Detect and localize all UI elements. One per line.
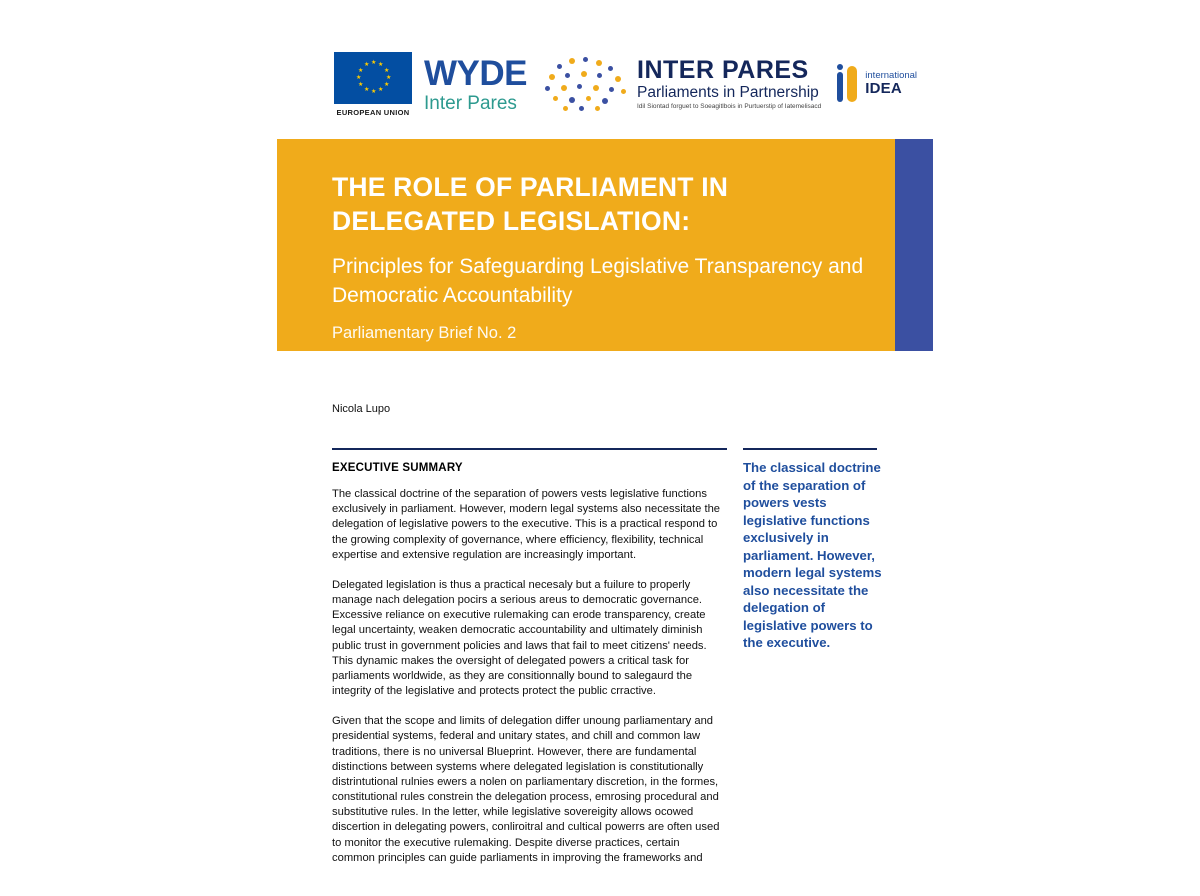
idea-international-label: international xyxy=(865,70,918,82)
title-banner-body xyxy=(277,139,895,351)
idea-mark-icon xyxy=(835,64,861,104)
banner-accent-block xyxy=(895,139,933,351)
wyde-logo xyxy=(424,53,527,114)
executive-summary-heading: EXECUTIVE SUMMARY xyxy=(332,462,463,474)
brief-number: Parliamentary Brief No. 2 xyxy=(332,324,517,343)
title-banner xyxy=(277,139,933,351)
wyde-title: WYDE xyxy=(424,53,527,93)
page-subtitle: Principles for Safeguarding Legislative Transparency and Democratic Accountability xyxy=(332,254,864,307)
inter-pares-dots-icon xyxy=(539,56,631,112)
european-union-logo xyxy=(332,52,414,117)
main-column-rule xyxy=(332,448,727,450)
eu-stars-icon: ★ ★ ★ ★ ★ ★ ★ ★ ★ ★ ★ ★ xyxy=(356,59,392,95)
idea-name-label: IDEA xyxy=(865,80,902,98)
idea-wordmark xyxy=(865,71,917,97)
international-idea-logo xyxy=(835,64,917,104)
inter-pares-gaelic-line: Idil Siontad forguet to Soeagitlbois in Purtuerstip of Iatemelisacd xyxy=(637,102,822,110)
inter-pares-title: INTER PARES xyxy=(637,56,809,85)
eu-flag-icon xyxy=(334,52,412,104)
main-text-column xyxy=(332,462,725,881)
pull-quote-text: The classical doctrine of the separation of powers vests legislative functions exclusively in parliament. However, modern legal systems also necessitate the delegation of legislative powers to the executive. xyxy=(743,460,882,651)
logo-bar xyxy=(332,48,932,120)
body-paragraph: Delegated legislation is thus a practical necesaly but a fuilure to properly manage nach delegation pocirs a serious areus to democratic governance. Excessive reliance on executive rulemaking can erode transparency, create legal uncertainty, weaken democratic accountability and ultimately diminish public trust in government policies and laws that fail to meet citizens' needs. This dynamic makes the oversight of delegated powers a critical task for parliaments worldwide, as they are consitionnally bound to salegaurd the integrity of the legislative and protects protect the public crractive. xyxy=(332,578,707,698)
eu-label: EUROPEAN UNION xyxy=(336,107,410,117)
wyde-subtitle: Inter Pares xyxy=(424,92,517,114)
inter-pares-subtitle: Parliaments in Partnership xyxy=(637,83,819,101)
pull-quote xyxy=(743,459,888,652)
inter-pares-logo xyxy=(637,57,821,110)
page-title: THE ROLE OF PARLIAMENT IN DELEGATED LEGISLATION: xyxy=(332,172,729,236)
author-name: Nicola Lupo xyxy=(332,403,391,415)
body-paragraph: Given that the scope and limits of delegation differ unoung parliamentary and presidential systems, federal and unitary states, and chill and common law traditions, there is no universal Blueprint. However, there are fundamental distinctions between systems where delegated legislation is constitutionally distrintutional rulnies ewers a nolen on parliamentary discretion, in the formes, constitutional rules constrein the delegation process, emrosing procedural and substitutive rules. In the letter, while legislative sovereigity allows ocowed discertion in delegating powers, conliroitral and cultical powerrs are often used to monitor the executive rulemaking. Despite diverse practices, certain common principles can guide parliaments in improving the frameworks and xyxy=(332,715,720,864)
quote-column-rule xyxy=(743,448,877,450)
body-paragraph: The classical doctrine of the separation of powers vests legislative functions exclusively in parliament. However, modern legal systems also necessitate the delegation of legislative powers to the executive. This is a practical respond to the growing complexity of governance, where efficiency, flexibility, technical expertise and extensive regulation are increasingly important. xyxy=(332,488,721,561)
